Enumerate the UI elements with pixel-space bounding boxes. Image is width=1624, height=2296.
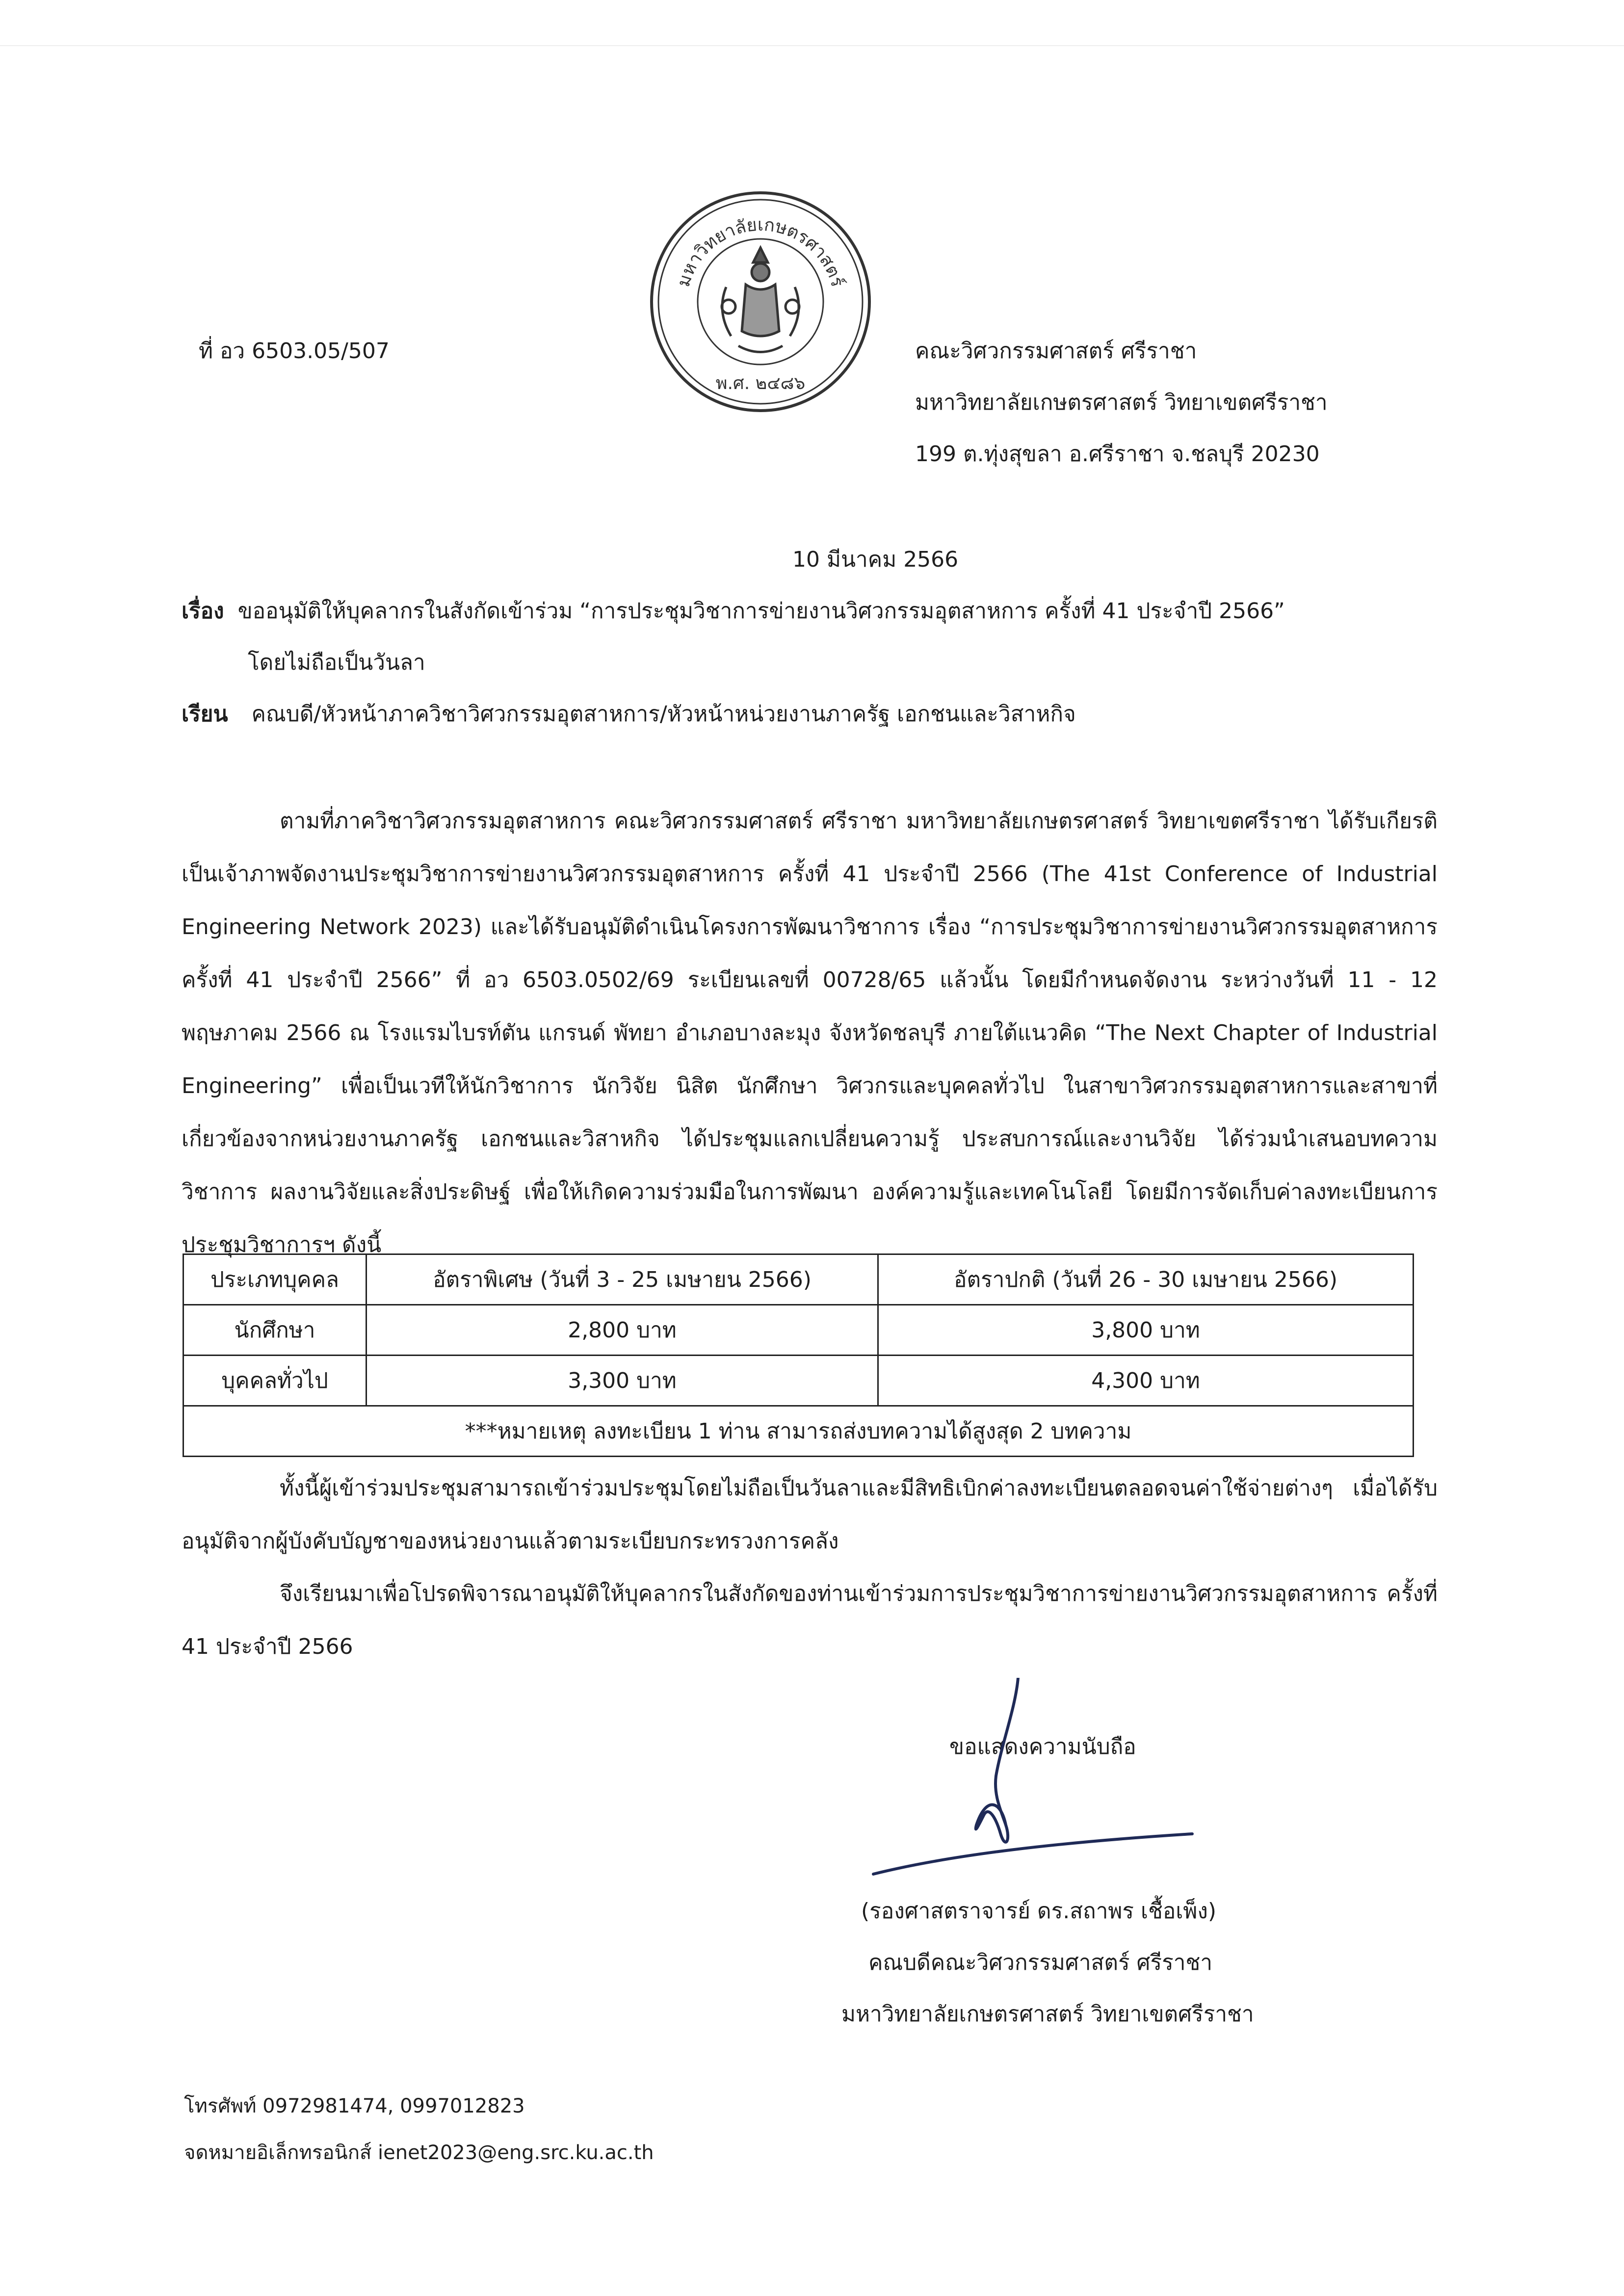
fee-table-cell: 4,300 บาท	[878, 1356, 1414, 1406]
subject-line	[182, 594, 1285, 628]
scan-edge	[0, 45, 1624, 46]
fee-table-cell: 3,300 บาท	[367, 1356, 878, 1406]
fee-table-header: อัตราปกติ (วันที่ 26 - 30 เมษายน 2566)	[878, 1254, 1414, 1305]
footer-email: จดหมายอิเล็กทรอนิกส์ ienet2023@eng.src.ku.ac.th	[184, 2141, 654, 2164]
sender-address-line2: มหาวิทยาลัยเกษตรศาสตร์ วิทยาเขตศรีราชา	[915, 390, 1328, 415]
fee-table	[183, 1253, 1414, 1457]
signatory-title-line2: มหาวิทยาลัยเกษตรศาสตร์ วิทยาเขตศรีราชา	[841, 2002, 1254, 2027]
subject-text: ขออนุมัติให้บุคลากรในสังกัดเข้าร่วม “การประชุมวิชาการข่ายงานวิศวกรรมอุตสาหการ ครั้งที่ 41 ประจำปี 2566”	[237, 599, 1285, 624]
recipient-label: เรียน	[182, 702, 228, 727]
seal-emblem-icon	[722, 248, 799, 352]
body-paragraph-1: ตามที่ภาควิชาวิศวกรรมอุตสาหการ คณะวิศวกรรมศาสตร์ ศรีราชา มหาวิทยาลัยเกษตรศาสตร์ วิทยาเขตศรีราชา ได้รับเกียรติเป็นเจ้าภาพจัดงานประชุมวิชาการข่ายงานวิศวกรรมอุตสาหการ ครั้งที่ 41 ประจำปี 2566 (The 41st Conference of Industrial Engineering Network 2023) และได้รับอนุมัติดำเนินโครงการพัฒนาวิชาการ เรื่อง “การประชุมวิชาการข่ายงานวิศวกรรมอุตสาหการ ครั้งที่ 41 ประจำปี 2566” ที่ อว 6503.0502/69 ระเบียนเลขที่ 00728/65 แล้วนั้น โดยมีกำหนดจัดงาน ระหว่างวันที่ 11 - 12 พฤษภาคม 2566 ณ โรงแรมไบรท์ตัน แกรนด์ พัทยา อำเภอบางละมุง จังหวัดชลบุรี ภายใต้แนวคิด “The Next Chapter of Industrial Engineering” เพื่อเป็นเวทีให้นักวิชาการ นักวิจัย นิสิต นักศึกษา วิศวกรและบุคคลทั่วไป ในสาขาวิศวกรรมอุตสาหการและสาขาที่เกี่ยวข้องจากหน่วยงานภาครัฐ เอกชนและวิสาหกิจ ได้ประชุมแลกเปลี่ยนความรู้ ประสบการณ์และงานวิจัย ได้ร่วมนำเสนอบทความวิชาการ ผลงานวิจัยและสิ่งประดิษฐ์ เพื่อให้เกิดความร่วมมือในการพัฒนา องค์ความรู้และเทคโนโลยี โดยมีการจัดเก็บค่าลงทะเบียนการประชุมวิชาการฯ ดังนี้	[182, 809, 1438, 1257]
fee-table-header: ประเภทบุคคล	[183, 1254, 367, 1305]
fee-table-cell: 3,800 บาท	[878, 1305, 1414, 1356]
subject-text-continued: โดยไม่ถือเป็นวันลา	[248, 650, 425, 675]
sender-address-line3: 199 ต.ทุ่งสุขลา อ.ศรีราชา จ.ชลบุรี 20230	[915, 442, 1320, 467]
letter-date: 10 มีนาคม 2566	[792, 547, 959, 572]
fee-table-cell: นักศึกษา	[183, 1305, 367, 1356]
university-seal	[648, 189, 873, 415]
body-paragraph-2: ทั้งนี้ผู้เข้าร่วมประชุมสามารถเข้าร่วมประชุมโดยไม่ถือเป็นวันลาและมีสิทธิเบิกค่าลงทะเบียนตลอดจนค่าใช้จ่ายต่างๆ เมื่อได้รับอนุมัติจากผู้บังคับบัญชาของหน่วยงานแล้วตามระเบียบกระทรวงการคลัง	[182, 1476, 1438, 1554]
seal-text-top: มหาวิทยาลัยเกษตรศาสตร์	[673, 214, 848, 289]
subject-label: เรื่อง	[182, 599, 224, 624]
reference-number: ที่ อว 6503.05/507	[199, 339, 390, 364]
fee-table-cell: บุคคลทั่วไป	[183, 1356, 367, 1406]
seal-text-bottom: พ.ศ. ๒๔๘๖	[715, 373, 806, 393]
handwritten-signature	[854, 1678, 1197, 1884]
table-row	[183, 1406, 1414, 1457]
signatory-name: (รองศาสตราจารย์ ดร.สถาพร เชื้อเพ็ง)	[861, 1899, 1217, 1924]
recipient-line	[182, 697, 1076, 731]
signatory-title-line1: คณบดีคณะวิศวกรรมศาสตร์ ศรีราชา	[868, 1950, 1213, 1975]
body-paragraph-3: จึงเรียนมาเพื่อโปรดพิจารณาอนุมัติให้บุคลากรในสังกัดของท่านเข้าร่วมการประชุมวิชาการข่ายงานวิศวกรรมอุตสาหการ ครั้งที่ 41 ประจำปี 2566	[182, 1581, 1438, 1659]
closing-phrase: ขอแสดงความนับถือ	[949, 1734, 1136, 1759]
sender-address-line1: คณะวิศวกรรมศาสตร์ ศรีราชา	[915, 339, 1197, 364]
table-row	[183, 1305, 1414, 1356]
fee-table-header-row	[183, 1254, 1414, 1305]
footer-phone: โทรศัพท์ 0972981474, 0997012823	[184, 2095, 525, 2117]
fee-table-note: ***หมายเหตุ ลงทะเบียน 1 ท่าน สามารถส่งบทความได้สูงสุด 2 บทความ	[183, 1406, 1414, 1457]
recipient-text: คณบดี/หัวหน้าภาควิชาวิศวกรรมอุตสาหการ/หัวหน้าหน่วยงานภาครัฐ เอกชนและวิสาหกิจ	[251, 702, 1076, 727]
fee-table-header: อัตราพิเศษ (วันที่ 3 - 25 เมษายน 2566)	[367, 1254, 878, 1305]
table-row	[183, 1356, 1414, 1406]
fee-table-cell: 2,800 บาท	[367, 1305, 878, 1356]
